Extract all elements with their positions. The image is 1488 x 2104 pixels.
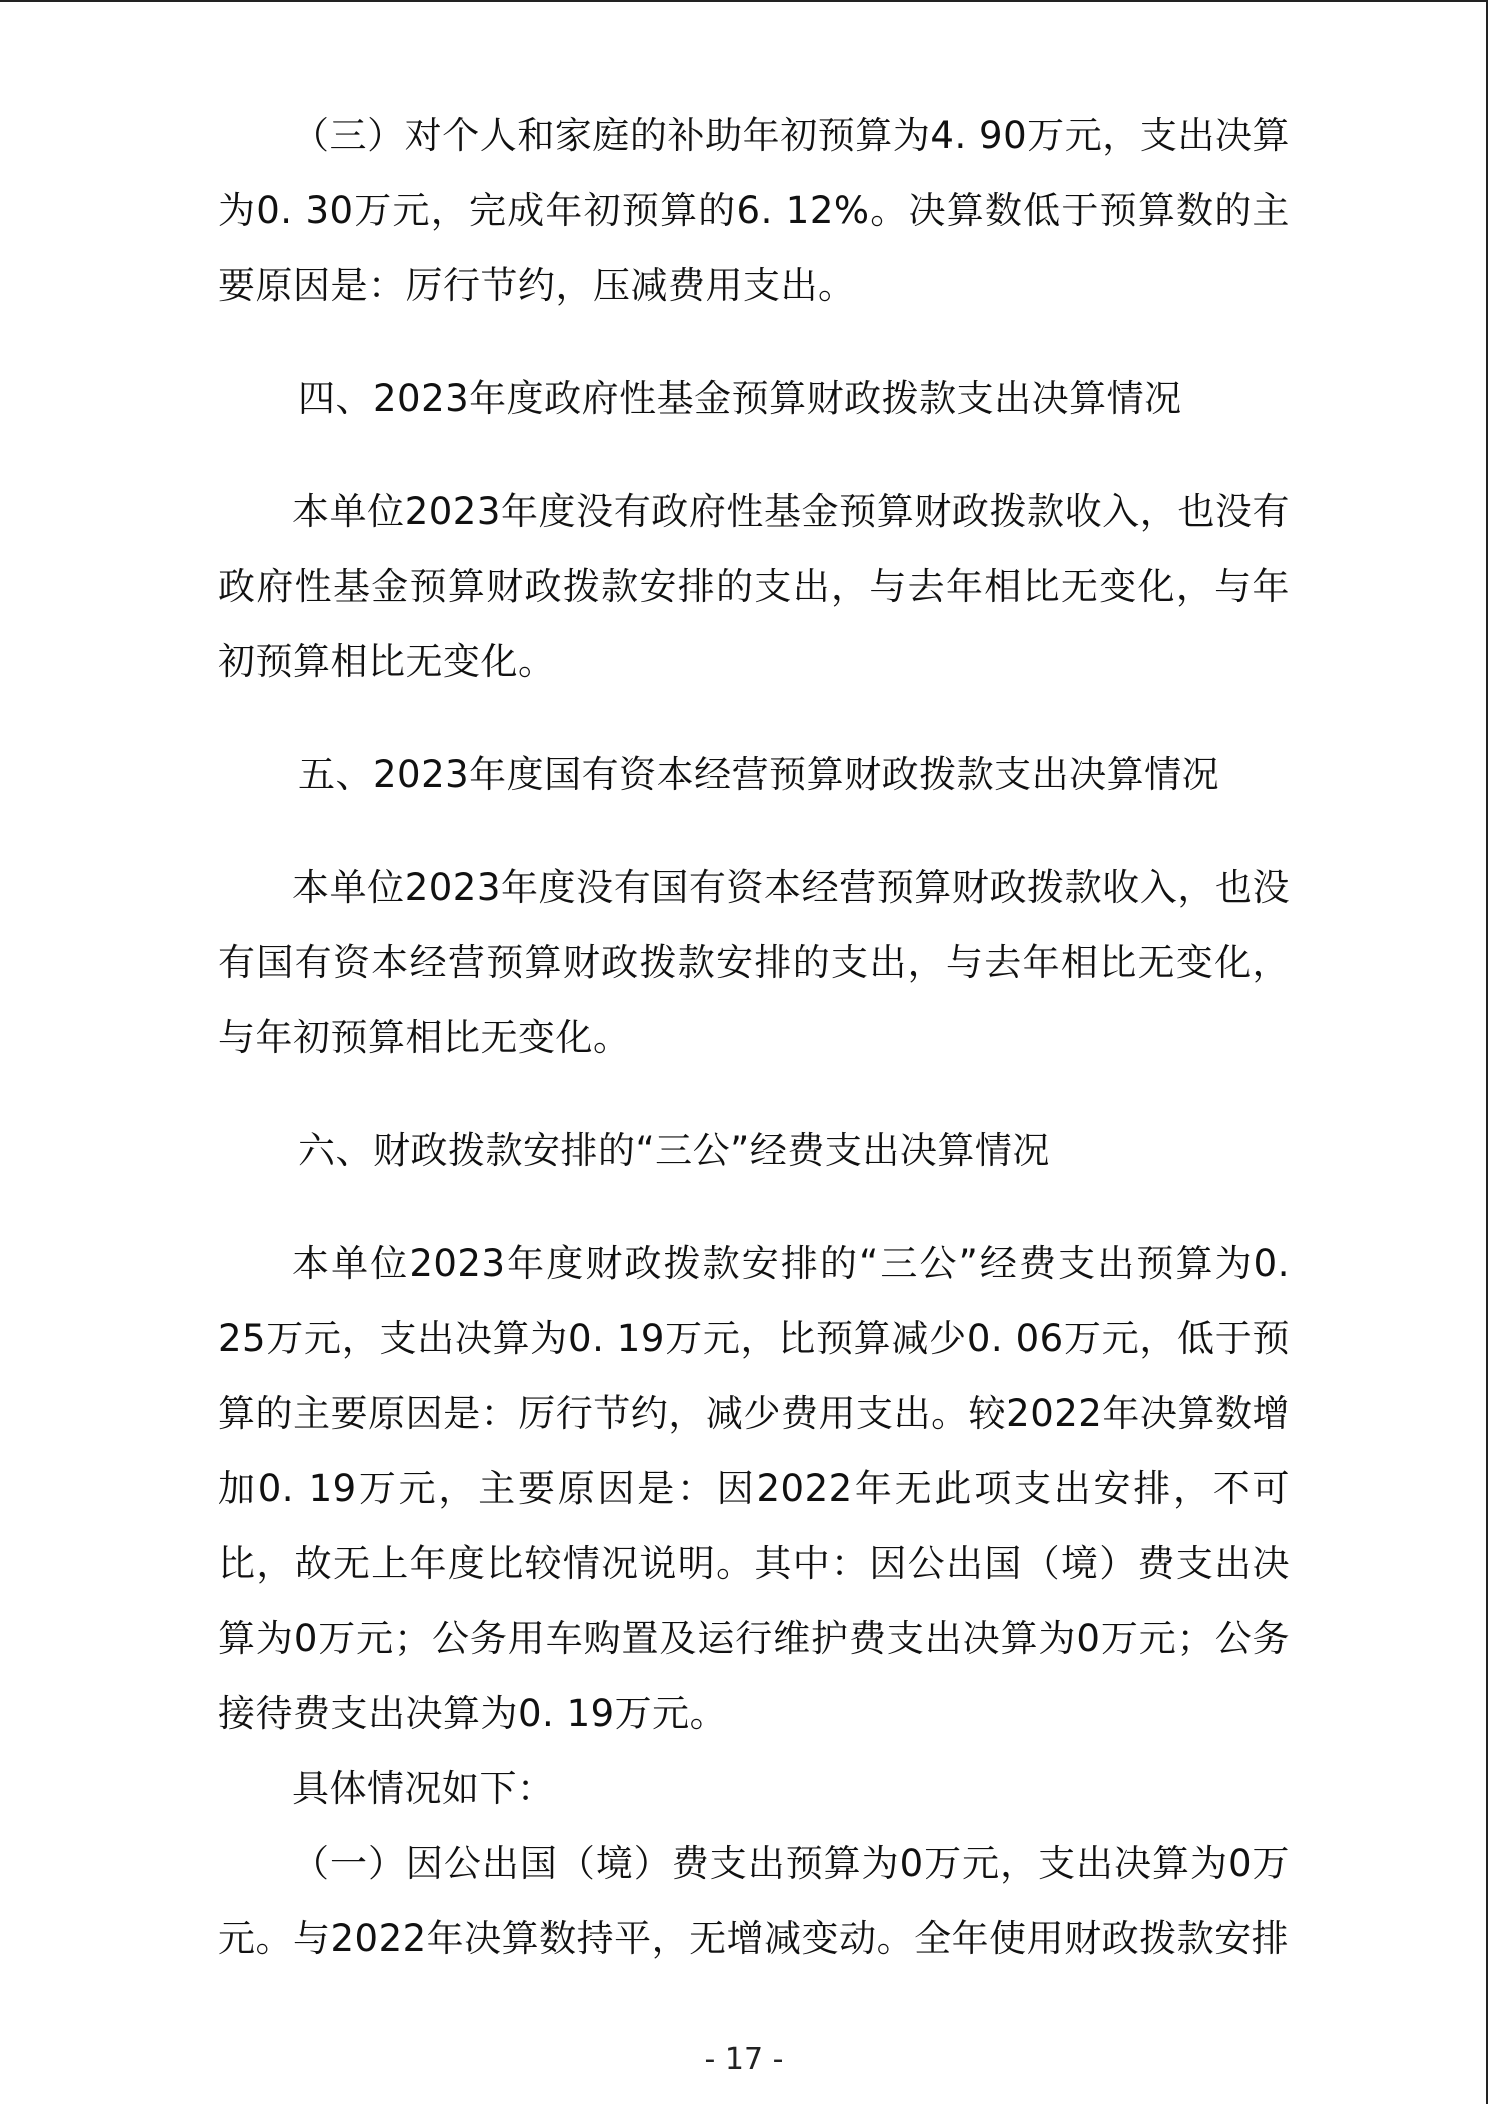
paragraph-government-fund: 本单位2023年度没有政府性基金预算财政拨款收入，也没有政府性基金预算财政拨款安排的支出，与去年相比无变化，与年初预算相比无变化。 [218, 490, 1290, 683]
section-heading-4: 四、2023年度政府性基金预算财政拨款支出决算情况 [298, 377, 1182, 420]
spacer [218, 812, 1290, 850]
spacer [218, 323, 1290, 361]
section-heading-5: 五、2023年度国有资本经营预算财政拨款支出决算情况 [298, 753, 1220, 796]
paragraph-details-intro: 具体情况如下： [292, 1767, 555, 1810]
paragraph-three-public-expenses: 本单位2023年度财政拨款安排的“三公”经费支出预算为0. 25万元，支出决算为0. 19万元，比预算减少0. 06万元，低于预算的主要原因是：厉行节约，减少费用支出。较2022年决算数增加0. 19万元，主要原因是：因2022年无此项支出安排，不可比，故无上年度比较情况说明。其中：因公出国（境）费支出决算为0万元；公务用车购置及运行维护费支出决算为0万元；公务接待费支出决算为0. 19万元。 [218, 1242, 1290, 1735]
page-number: - 17 - [704, 2042, 784, 2077]
paragraph-overseas-travel: （一）因公出国（境）费支出预算为0万元，支出决算为0万元。与2022年决算数持平，无增减变动。全年使用财政拨款安排 [218, 1842, 1290, 1960]
spacer [218, 1075, 1290, 1113]
document-body [218, 98, 1290, 1976]
spacer [218, 699, 1290, 737]
paragraph-state-capital: 本单位2023年度没有国有资本经营预算财政拨款收入，也没有国有资本经营预算财政拨款安排的支出，与去年相比无变化，与年初预算相比无变化。 [218, 866, 1290, 1059]
spacer [218, 436, 1290, 474]
paragraph-personal-subsidy: （三）对个人和家庭的补助年初预算为4. 90万元，支出决算为0. 30万元，完成年初预算的6. 12%。决算数低于预算数的主要原因是：厉行节约，压减费用支出。 [218, 114, 1290, 307]
section-heading-6: 六、财政拨款安排的“三公”经费支出决算情况 [298, 1129, 1050, 1172]
spacer [218, 1188, 1290, 1226]
